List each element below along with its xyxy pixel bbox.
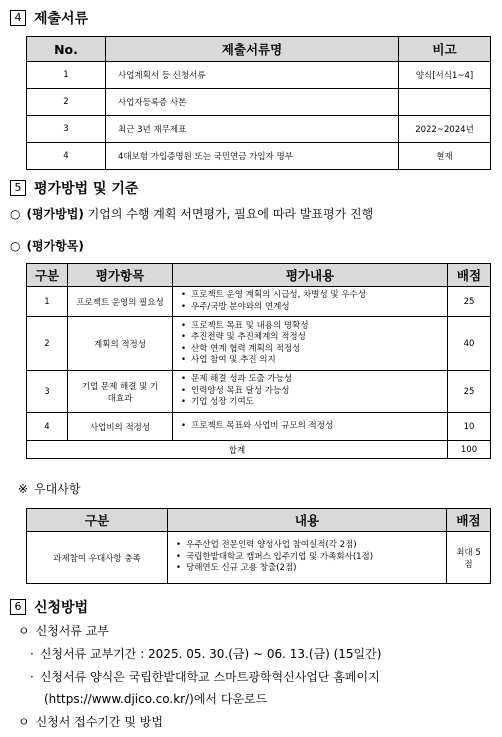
section-number: 6 (10, 599, 26, 615)
circle-bullet: ㅇ (18, 624, 30, 638)
cell-content (173, 317, 448, 371)
cell-doc-name: 사업자등록증 사본 (106, 89, 399, 116)
content-bullet: • 추진전략 및 추진체계의 적정성 (181, 332, 447, 344)
cell-score: 최대 5점 (447, 532, 491, 584)
col-header-no: No. (27, 37, 106, 62)
cell-note: 2022~2024년 (399, 116, 491, 143)
cell-doc-name: 최근 3년 재무제표 (106, 116, 399, 143)
col-header-note: 비고 (399, 37, 491, 62)
apply-text: 신청서 접수기간 및 방법 (35, 715, 163, 729)
content-bullet: • 우주산업 전문인력 양성사업 참여실적(각 2점) (176, 540, 446, 552)
dot-bullet: · (30, 647, 34, 661)
preference-title: 우대사항 (34, 482, 81, 496)
cell-content (173, 371, 448, 413)
table-row (27, 371, 491, 413)
cell-item: 사업비의 적정성 (68, 413, 173, 441)
content-bullet: • 프로젝트 목표와 사업비 규모의 적정성 (181, 421, 447, 433)
cell-content (173, 413, 448, 441)
documents-table (26, 36, 491, 170)
evaluation-method-line (10, 205, 373, 222)
section-4-heading (10, 8, 88, 28)
content-bullet: • 국립한밭대학교 캠퍼스 입주기업 및 가족회사(1점) (176, 552, 446, 564)
cell-no: 3 (27, 371, 68, 413)
dot-bullet: · (30, 670, 34, 684)
cell-doc-name: 사업계획서 등 신청서류 (106, 62, 399, 89)
cell-category: 과제참여 우대사항 충족 (27, 532, 168, 584)
section-number: 4 (10, 10, 26, 26)
table-row (27, 116, 491, 143)
circle-bullet: ㅇ (18, 715, 30, 729)
cell-item: 계획의 적정성 (68, 317, 173, 371)
apply-line-2 (30, 645, 381, 662)
table-row (27, 62, 491, 89)
col-header-category: 구분 (27, 264, 68, 287)
preference-heading (18, 480, 80, 497)
apply-text: (https://www.djico.co.kr/)에서 다운로드 (44, 692, 268, 706)
circle-bullet: ○ (10, 207, 21, 221)
cell-no: 2 (27, 317, 68, 371)
cell-doc-name: 4대보험 가입증명원 또는 국민연금 가입자 명부 (106, 143, 399, 170)
content-bullet: • 프로젝트 목표 및 내용의 명확성 (181, 321, 447, 333)
content-bullet: • 당해연도 신규 고용 창출(2점) (176, 563, 446, 575)
cell-score: 40 (448, 317, 491, 371)
col-header-score: 배점 (447, 509, 491, 532)
items-label: (평가항목) (26, 239, 84, 253)
cell-note (399, 89, 491, 116)
table-row (27, 413, 491, 441)
cell-score: 10 (448, 413, 491, 441)
col-header-category: 구분 (27, 509, 168, 532)
cell-no: 1 (27, 287, 68, 317)
section-5-heading (10, 178, 138, 198)
cell-note: 양식[서식1~4] (399, 62, 491, 89)
cell-no: 3 (27, 116, 106, 143)
total-label: 합계 (27, 441, 448, 459)
cell-note: 현재 (399, 143, 491, 170)
apply-line-5 (18, 713, 163, 730)
content-bullet: • 기업 성장 기여도 (181, 397, 447, 409)
col-header-content: 내용 (168, 509, 447, 532)
reference-mark: ※ (18, 482, 29, 496)
content-bullet: • 우주/국방 분야와의 연계성 (181, 302, 447, 314)
total-score: 100 (448, 441, 491, 459)
table-row (27, 317, 491, 371)
section-6-heading (10, 597, 88, 617)
section-title: 제출서류 (34, 11, 89, 27)
apply-text: 신청서류 양식은 국립한밭대학교 스마트광학혁신사업단 홈페이지 (39, 670, 380, 684)
col-header-doc-name: 제출서류명 (106, 37, 399, 62)
cell-no: 4 (27, 143, 106, 170)
table-row (27, 143, 491, 170)
total-row (27, 441, 491, 459)
cell-no: 2 (27, 89, 106, 116)
cell-score: 25 (448, 371, 491, 413)
apply-line-4 (44, 690, 267, 707)
section-number: 5 (10, 180, 26, 196)
method-text: 기업의 수행 계획 서면평가, 필요에 따라 발표평가 진행 (83, 207, 374, 221)
section-title: 신청방법 (34, 600, 89, 616)
circle-bullet: ○ (10, 239, 21, 253)
content-bullet: • 인력양성 목표 달성 가능성 (181, 386, 447, 398)
content-bullet: • 사업 참여 및 추진 의지 (181, 355, 447, 367)
method-label: (평가방법) (26, 207, 84, 221)
cell-no: 4 (27, 413, 68, 441)
content-bullet: • 산학 연계 협력 계획의 적정성 (181, 344, 447, 356)
apply-text: 신청서류 교부 (35, 624, 109, 638)
col-header-score: 배점 (448, 264, 491, 287)
section-title: 평가방법 및 기준 (34, 181, 139, 197)
cell-content (168, 532, 447, 584)
table-row (27, 89, 491, 116)
col-header-item: 평가항목 (68, 264, 173, 287)
cell-content (173, 287, 448, 317)
apply-line-3 (30, 668, 380, 685)
table-row (27, 287, 491, 317)
cell-item: 프로젝트 운영의 필요성 (68, 287, 173, 317)
cell-score: 25 (448, 287, 491, 317)
col-header-content: 평가내용 (173, 264, 448, 287)
evaluation-items-heading (10, 237, 84, 254)
apply-line-1 (18, 622, 109, 639)
content-bullet: • 문제 해결 성과 도출 가능성 (181, 374, 447, 386)
cell-no: 1 (27, 62, 106, 89)
evaluation-table (26, 263, 491, 459)
cell-item: 기업 문제 해결 및 기대효과 (68, 371, 173, 413)
table-row (27, 532, 491, 584)
apply-text: 신청서류 교부기간 : 2025. 05. 30.(금) ~ 06. 13.(금) (15일간) (39, 647, 382, 661)
preference-table (26, 508, 491, 584)
content-bullet: • 프로젝트 운영 계획의 시급성, 차별성 및 우수성 (181, 290, 447, 302)
